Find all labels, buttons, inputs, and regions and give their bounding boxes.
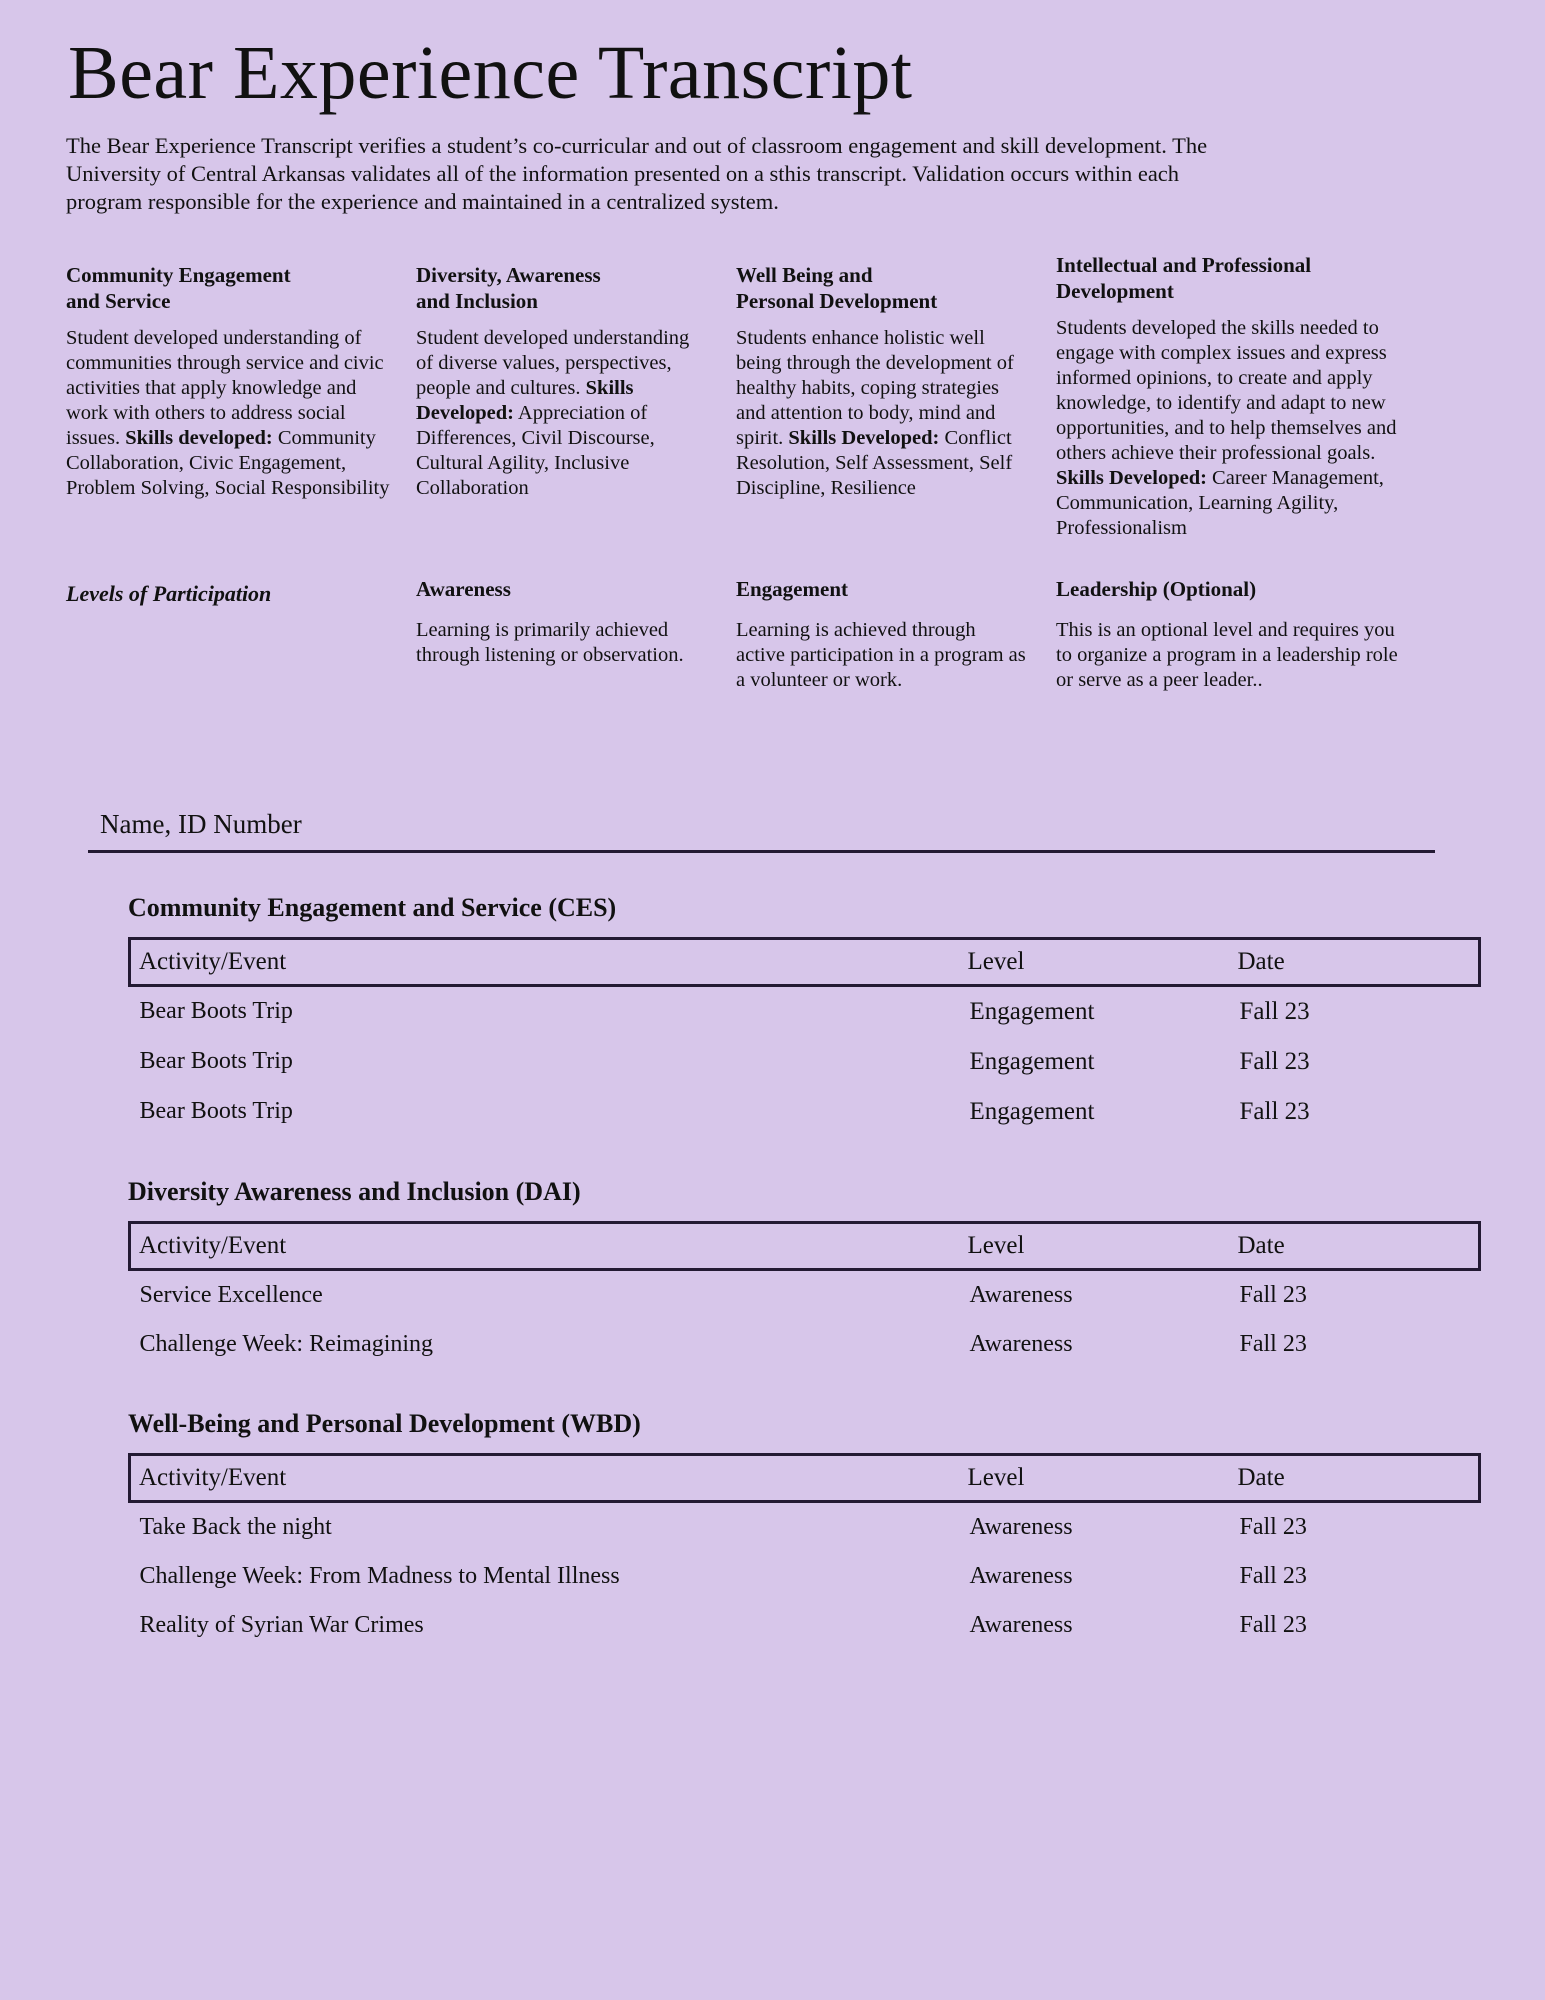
cell-level: Awareness: [969, 1330, 1073, 1357]
level-engagement: [736, 577, 1056, 693]
table-row: [130, 1552, 1480, 1601]
cell-level: Awareness: [969, 1611, 1073, 1638]
column-header-activity: Activity/Event: [130, 1454, 960, 1501]
level-text: Learning is achieved through active participation in a program as a volunteer or work.: [736, 618, 1026, 691]
cell-level: Engagement: [969, 1047, 1095, 1075]
domain-heading: Well Being and Personal Development: [736, 263, 938, 313]
section-title: Well-Being and Personal Development (WBD): [128, 1408, 641, 1438]
domain-well-being: [736, 253, 1056, 540]
cell-date: Fall 23: [1239, 1281, 1307, 1308]
table-row: [130, 1037, 1480, 1087]
levels-of-participation: [66, 577, 1485, 693]
column-header-date: Date: [1230, 938, 1480, 985]
intro-paragraph: The Bear Experience Transcript verifies a student’s co-curricular and out of classroom engagement and skill development. The University of Central Arkansas validates all of the information presented on a sthis transcript. Validation occurs within each program responsible for the experience and maintained in a centralized system.: [66, 132, 1208, 214]
table-row: [130, 1501, 1480, 1552]
domain-heading: Community Engagement and Service: [66, 263, 291, 313]
column-header-date: Date: [1230, 1454, 1480, 1501]
section-dai: [62, 1177, 1485, 1369]
cell-activity: Bear Boots Trip: [139, 1047, 293, 1074]
level-text: Learning is primarily achieved through listening or observation.: [416, 618, 684, 666]
cell-date: Fall 23: [1239, 1047, 1310, 1075]
table-row: [130, 1269, 1480, 1320]
section-ces: [62, 893, 1485, 1137]
cell-activity: Reality of Syrian War Crimes: [139, 1611, 424, 1638]
domain-body: [1056, 316, 1410, 541]
cell-activity: Challenge Week: From Madness to Mental Illness: [139, 1562, 620, 1589]
cell-level: Awareness: [969, 1562, 1073, 1589]
activity-table: [128, 1453, 1481, 1650]
activity-table: [128, 1221, 1481, 1369]
section-title: Diversity Awareness and Inclusion (DAI): [128, 1176, 581, 1206]
student-name-block: [62, 809, 1485, 853]
level-awareness: [416, 577, 736, 693]
table-row: [130, 985, 1480, 1037]
level-heading: Leadership (Optional): [1056, 576, 1257, 601]
cell-date: Fall 23: [1239, 1330, 1307, 1357]
column-header-level: Level: [960, 1222, 1230, 1269]
activity-table: [128, 937, 1481, 1137]
table-header-row: [130, 938, 1480, 985]
domain-diversity-awareness: [416, 253, 736, 540]
student-name-label: Name, ID Number: [100, 808, 302, 839]
cell-date: Fall 23: [1239, 1513, 1307, 1540]
column-header-level: Level: [960, 1454, 1230, 1501]
section-wbd: [62, 1409, 1485, 1650]
cell-level: Engagement: [969, 1097, 1095, 1125]
level-text: This is an optional level and requires you to organize a program in a leadership role or serve as a peer leader..: [1056, 618, 1398, 691]
domain-skills-label: Skills developed:: [125, 426, 273, 449]
cell-activity: Bear Boots Trip: [139, 997, 293, 1024]
cell-activity: Take Back the night: [139, 1513, 332, 1540]
level-leadership: [1056, 577, 1436, 693]
table-row: [130, 1601, 1480, 1650]
table-header-row: [130, 1222, 1480, 1269]
domain-description: Students enhance holistic well being through the development of healthy habits, coping strategies and attention to body, mind and spirit.: [736, 326, 1014, 449]
table-row: [130, 1320, 1480, 1369]
domain-skills-label: Skills Developed:: [416, 376, 634, 424]
domain-body: [736, 326, 1030, 501]
column-header-level: Level: [960, 938, 1230, 985]
name-divider: [88, 850, 1435, 853]
cell-activity: Challenge Week: Reimagining: [139, 1330, 434, 1357]
cell-date: Fall 23: [1239, 1562, 1307, 1589]
domain-description: Student developed understanding of diverse values, perspectives, people and cultures.: [416, 326, 690, 399]
domain-skills: Conflict Resolution, Self Assessment, Self Discipline, Resilience: [736, 426, 1013, 499]
domain-heading: Diversity, Awareness and Inclusion: [416, 263, 601, 313]
domain-community-engagement: [66, 253, 416, 540]
table-row: [130, 1087, 1480, 1137]
section-title: Community Engagement and Service (CES): [128, 892, 617, 922]
domain-skills: Appreciation of Differences, Civil Discourse, Cultural Agility, Inclusive Collaboration: [416, 401, 655, 499]
domain-skills: Career Management, Communication, Learning Agility, Professionalism: [1056, 466, 1384, 539]
cell-date: Fall 23: [1239, 1611, 1307, 1638]
cell-activity: Bear Boots Trip: [139, 1097, 293, 1124]
cell-level: Awareness: [969, 1513, 1073, 1540]
column-header-activity: Activity/Event: [130, 938, 960, 985]
domain-skills-label: Skills Developed:: [788, 426, 940, 449]
domain-heading: Intellectual and Professional Development: [1056, 253, 1312, 303]
column-header-date: Date: [1230, 1222, 1480, 1269]
domain-body: [66, 326, 390, 501]
domain-description: Student developed understanding of communities through service and civic activities that apply knowledge and work with others to address social issues.: [66, 326, 384, 449]
levels-label: Levels of Participation: [66, 580, 272, 606]
cell-date: Fall 23: [1239, 1097, 1310, 1125]
domain-skills: Community Collaboration, Civic Engagement, Problem Solving, Social Responsibility: [66, 426, 390, 499]
cell-level: Awareness: [969, 1281, 1073, 1308]
level-heading: Engagement: [736, 576, 848, 601]
level-heading: Awareness: [416, 576, 511, 601]
page-title: Bear Experience Transcript: [68, 31, 913, 115]
domain-skills-label: Skills Developed:: [1056, 466, 1207, 489]
domain-intellectual-professional: [1056, 253, 1436, 540]
table-header-row: [130, 1454, 1480, 1501]
domain-body: [416, 326, 710, 501]
cell-date: Fall 23: [1239, 997, 1310, 1025]
cell-activity: Service Excellence: [139, 1281, 323, 1308]
cell-level: Engagement: [969, 997, 1095, 1025]
column-header-activity: Activity/Event: [130, 1222, 960, 1269]
domain-columns: [66, 253, 1485, 540]
domain-description: Students developed the skills needed to engage with complex issues and express informed opinions, to create and apply knowledge, to identify and adapt to new opportunities, and to help themselves and others achieve their professional goals.: [1056, 316, 1397, 464]
